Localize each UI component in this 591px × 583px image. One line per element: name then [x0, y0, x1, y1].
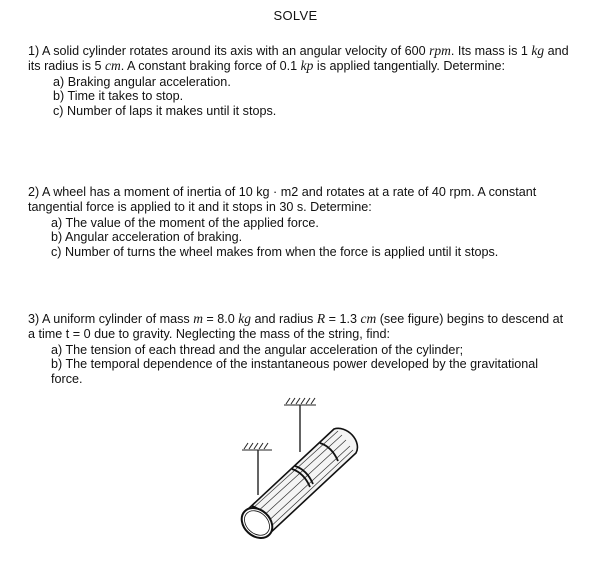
problem-3-item-a: a) The tension of each thread and the angular acceleration of the cylinder;	[51, 342, 464, 357]
problem-1-item-a: a) Braking angular acceleration.	[53, 74, 231, 89]
unit-cm: cm	[360, 311, 377, 326]
cylinder-figure	[238, 395, 368, 545]
problem-3-item-b: b) The temporal dependence of the instantaneous power developed by the gravitational force.	[51, 357, 539, 387]
unit-kg: kg	[238, 311, 252, 326]
problem-3-stem: 3) A uniform cylinder of mass m = 8.0 kg and radius R = 1.3 cm (see figure) begins to descend at a time t = 0 due to gravity. Neglecting the mass of the string, find:	[28, 311, 564, 341]
problem-1-item-b: b) Time it takes to stop.	[53, 89, 184, 104]
unit-kg: kg	[531, 43, 545, 58]
symbol-r: R	[316, 311, 326, 326]
problem-1-stem: 1) A solid cylinder rotates around its axis with an angular velocity of 600 rpm. Its mass is 1 kg and its radius is 5 cm. A constant braking force of 0.1 kp is applied tangentially. Determine:	[28, 43, 569, 73]
problem-2-stem: 2) A wheel has a moment of inertia of 10 kg · m2 and rotates at a rate of 40 rpm. A constant tangential force is applied to it and it stops in 30 s. Determine:	[28, 185, 537, 214]
problem-1-item-c: c) Number of laps it makes until it stops.	[53, 104, 277, 119]
unit-rpm: rpm	[429, 43, 451, 58]
page-title: SOLVE	[273, 8, 318, 23]
problem-3	[28, 312, 573, 387]
problem-2-item-b: b) Angular acceleration of braking.	[51, 230, 243, 245]
problem-1	[28, 44, 573, 119]
unit-cm: cm	[105, 57, 121, 73]
unit-kp: kp	[300, 57, 314, 73]
problem-2-item-a: a) The value of the moment of the applied force.	[51, 215, 319, 230]
problem-2-item-c: c) Number of turns the wheel makes from when the force is applied until it stops.	[51, 245, 499, 260]
ceiling-support-left	[242, 443, 272, 450]
symbol-m: m	[193, 311, 203, 326]
ceiling-support-right	[284, 398, 316, 405]
problem-2	[28, 185, 573, 260]
